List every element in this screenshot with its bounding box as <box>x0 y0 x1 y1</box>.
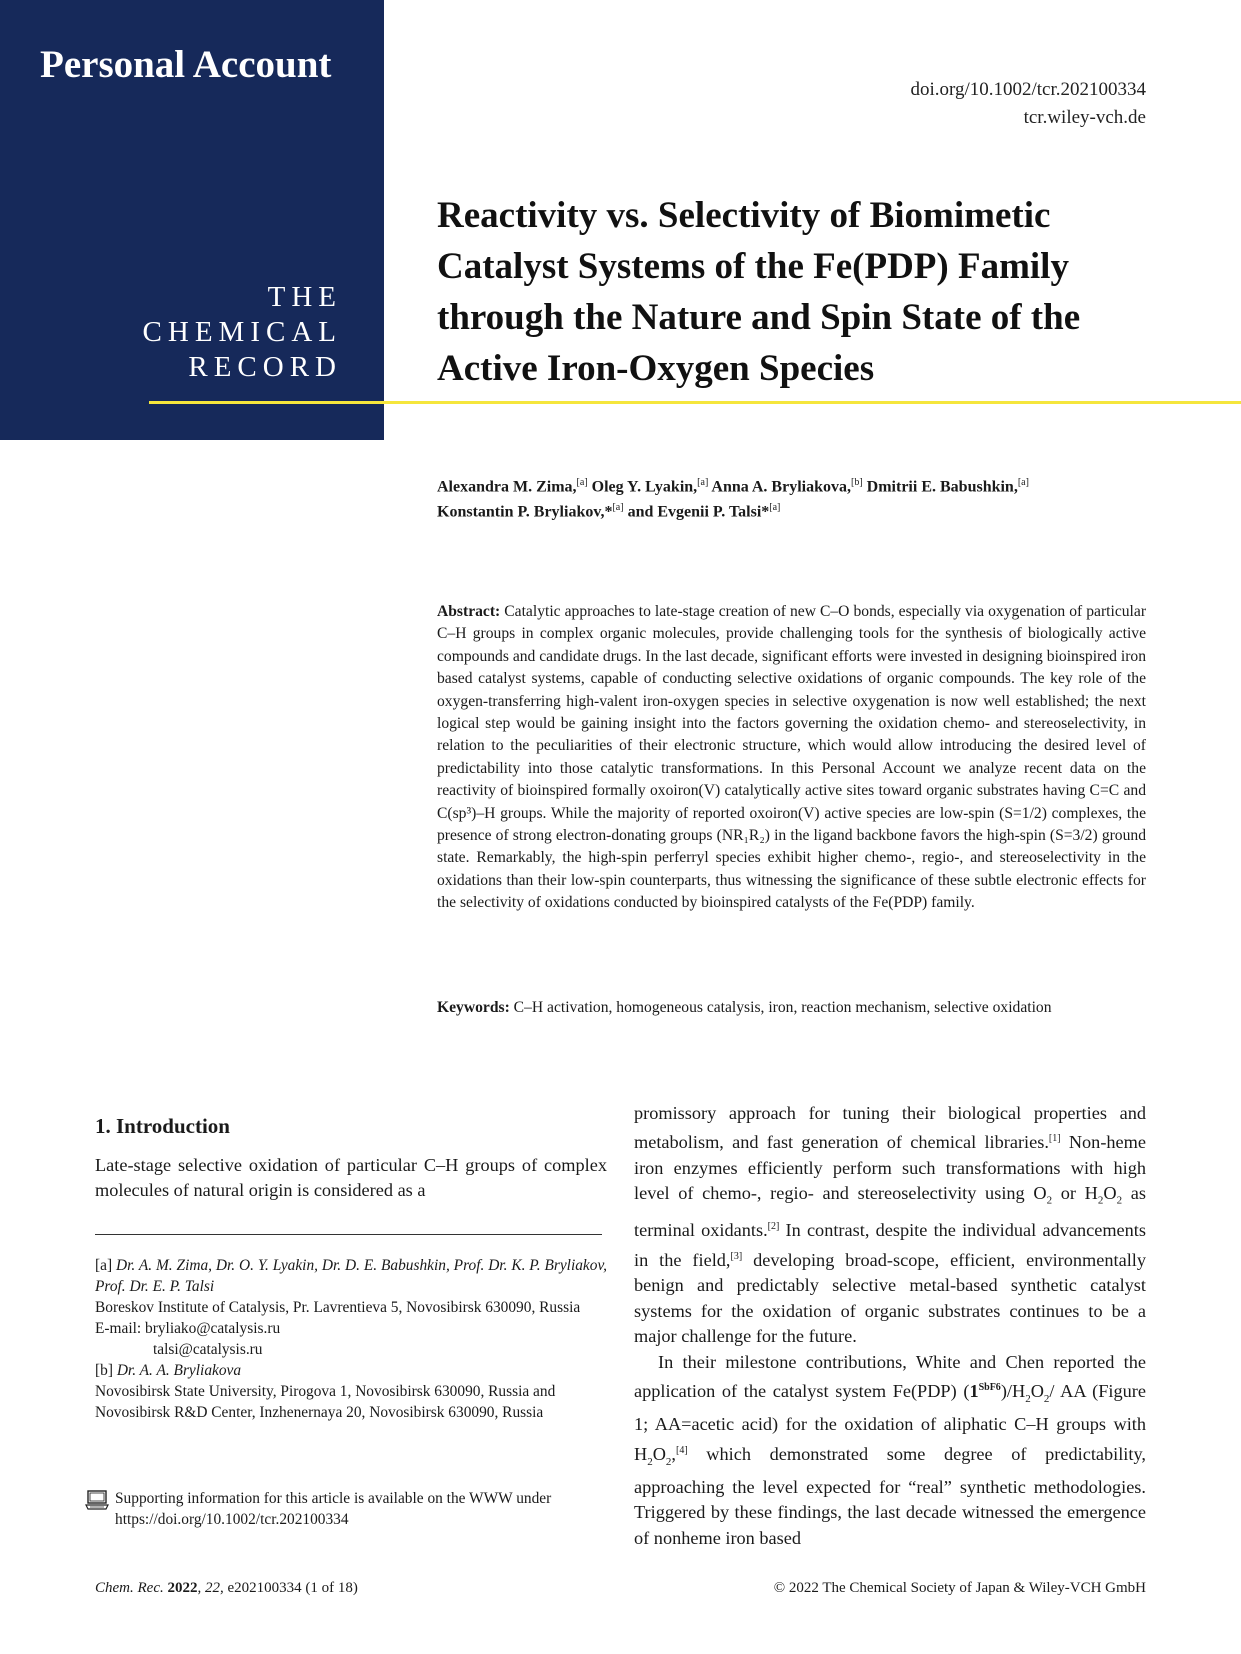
footnote-tag: [a] <box>95 1257 113 1274</box>
footnote-institution: Novosibirsk R&D Center, Inzhenernaya 20, Novosibirsk 630090, Russia <box>95 1404 544 1421</box>
author-name: Oleg Y. Lyakin, <box>591 478 698 496</box>
footnote-tag: [b] <box>95 1362 113 1379</box>
affiliation-marker: [a] <box>697 477 709 488</box>
citation[interactable]: [1] <box>1048 1133 1061 1145</box>
keywords <box>437 997 1146 1019</box>
body-paragraph: promissory approach for tuning their biological properties and metabolism, and fast generation of chemical libraries.[1] Non-heme iron enzymes efficiently perform such transformations with high level of chemo-, regio- and stereoselectivity using $O_2$ or $H_2O_2$ as terminal oxidants.[2] In contrast, despite the individual advancements in the field,[3] developing broad-scope, efficient, environmentally benign and predictably selective metal-based synthetic catalyst systems for the oxidation of organic substrates continues to be a major challenge for the future. <box>634 1103 1146 1347</box>
doi-block <box>910 76 1146 132</box>
affiliation-marker: [a] <box>769 502 781 514</box>
supporting-info-note <box>85 1488 607 1530</box>
copyright: © 2022 The Chemical Society of Japan & Wiley-VCH GmbH <box>773 1580 1146 1596</box>
journal-name <box>143 280 342 385</box>
journal-line: CHEMICAL <box>142 316 342 348</box>
citation[interactable]: [2] <box>767 1221 780 1233</box>
accent-divider <box>149 401 1241 404</box>
author-name: Anna A. Bryliakova, <box>711 478 851 496</box>
affiliation-marker: [a] <box>1017 477 1029 488</box>
article-type-label: Personal Account <box>40 43 332 86</box>
author-list <box>437 472 1157 523</box>
keywords-label: Keywords: <box>437 999 510 1016</box>
journal-line: THE <box>267 281 342 313</box>
email-label: E-mail: <box>95 1320 142 1337</box>
journal-abbrev: Chem. Rec. <box>95 1580 164 1596</box>
footnote-institution: Boreskov Institute of Catalysis, Pr. Lavrentieva 5, Novosibirsk 630090, Russia <box>95 1299 581 1316</box>
compound-label: 1 <box>969 1381 979 1402</box>
footnote-divider <box>95 1234 602 1235</box>
abstract <box>437 601 1146 915</box>
affiliation-marker: [a] <box>576 477 588 488</box>
author-name: Konstantin P. Bryliakov,* <box>437 503 613 521</box>
footnote-names: Dr. A. M. Zima, Dr. O. Y. Lyakin, Dr. D. E. Babushkin, Prof. Dr. K. P. Bryliakov, Prof. Dr. E. P. Talsi <box>95 1257 607 1295</box>
affiliation-marker: [b] <box>851 477 863 488</box>
right-column <box>634 1101 1146 1551</box>
author-name: and Evgenii P. Talsi* <box>627 503 770 521</box>
supporting-info-text: Supporting information for this article is available on the WWW under https://doi.org/10.1002/tcr.202100334 <box>115 1490 552 1528</box>
intro-paragraph: Late-stage selective oxidation of particular C–H groups of complex molecules of natural origin is considered as a <box>95 1155 607 1201</box>
abstract-label: Abstract: <box>437 603 501 620</box>
volume: 22 <box>204 1580 220 1596</box>
computer-icon <box>85 1490 109 1510</box>
email-link[interactable]: bryliako@catalysis.ru <box>145 1320 281 1337</box>
abstract-text: Catalytic approaches to late-stage creation of new C–O bonds, especially via oxygenation of particular C–H groups in complex organic molecules, provide challenging tools for the synthesis of biologically active compounds and candidate drugs. In the last decade, significant efforts were invested in designing bioinspired iron based catalyst systems, capable of conducting selective oxidations of organic compounds. The key role of the oxygen-transferring high-valent iron-oxygen species in selective oxygenation is now well established; the next logical step would be gaining insight into the factors governing the oxidation chemo- and stereoselectivity, in relation to the peculiarities of their electronic structure, which would allow introducing the desired level of predictability into those catalytic transformations. In this Personal Account we analyze recent data on the reactivity of bioinspired formally oxoiron(V) catalytically active sites toward organic substrates having C=C and C(sp³)–H groups. While the majority of reported oxoiron(V) active species are low-spin (S=1/2) complexes, the presence of strong electron-donating groups (NR₁R₂) in the ligand backbone favors the high-spin (S=3/2) ground state. Remarkably, the high-spin perferryl species exhibit higher chemo-, regio-, and stereoselectivity in the oxidations than their low-spin counterparts, thus witnessing the significance of these subtle electronic effects for the selectivity of oxidations conducted by bioinspired catalysts of the Fe(PDP) family. <box>437 603 1147 912</box>
article-number: , e202100334 (1 of 18) <box>219 1580 358 1596</box>
author-name: Alexandra M. Zima, <box>437 478 577 496</box>
doi-link[interactable]: doi.org/10.1002/tcr.202100334 <box>910 79 1146 100</box>
year: 2022 <box>167 1580 198 1596</box>
author-name: Dmitrii E. Babushkin, <box>866 478 1018 496</box>
keywords-text: C–H activation, homogeneous catalysis, iron, reaction mechanism, selective oxidation <box>513 999 1052 1016</box>
header-banner <box>0 0 384 440</box>
citation[interactable]: [3] <box>730 1250 743 1262</box>
affiliation-marker: [a] <box>612 502 624 514</box>
article-title: Reactivity vs. Selectivity of Biomimetic Catalyst Systems of the Fe(PDP) Family through the Nature and Spin State of the Active Iron-Oxygen Species <box>437 195 1081 389</box>
body-paragraph: In their milestone contributions, White and Chen reported the application of the catalyst system Fe(PDP) $(1^{SbF6})/H_2O_2/$ AA (Figure 1; AA=acetic acid) for the oxidation of aliphatic C–H groups with $H_2O_2,[4]$ which demonstrated some degree of predictability, approaching the level expected for “real” synthetic methodologies. Triggered by these findings, the last decade witnessed the emergence of nonheme iron based <box>634 1351 1146 1548</box>
affiliation-footnotes <box>95 1255 607 1423</box>
citation-footer: Chem. Rec. 2022, 22, e202100334 (1 of 18) <box>95 1580 358 1596</box>
citation[interactable]: [4] <box>675 1444 688 1456</box>
journal-line: RECORD <box>188 351 342 383</box>
footnote-names: Dr. A. A. Bryliakova <box>116 1362 242 1379</box>
footnote-institution: Novosibirsk State University, Pirogova 1, Novosibirsk 630090, Russia and <box>95 1383 556 1400</box>
section-heading: 1. Introduction <box>95 1114 230 1138</box>
email-link[interactable]: talsi@catalysis.ru <box>153 1341 263 1358</box>
journal-site-link[interactable]: tcr.wiley-vch.de <box>1023 107 1146 128</box>
